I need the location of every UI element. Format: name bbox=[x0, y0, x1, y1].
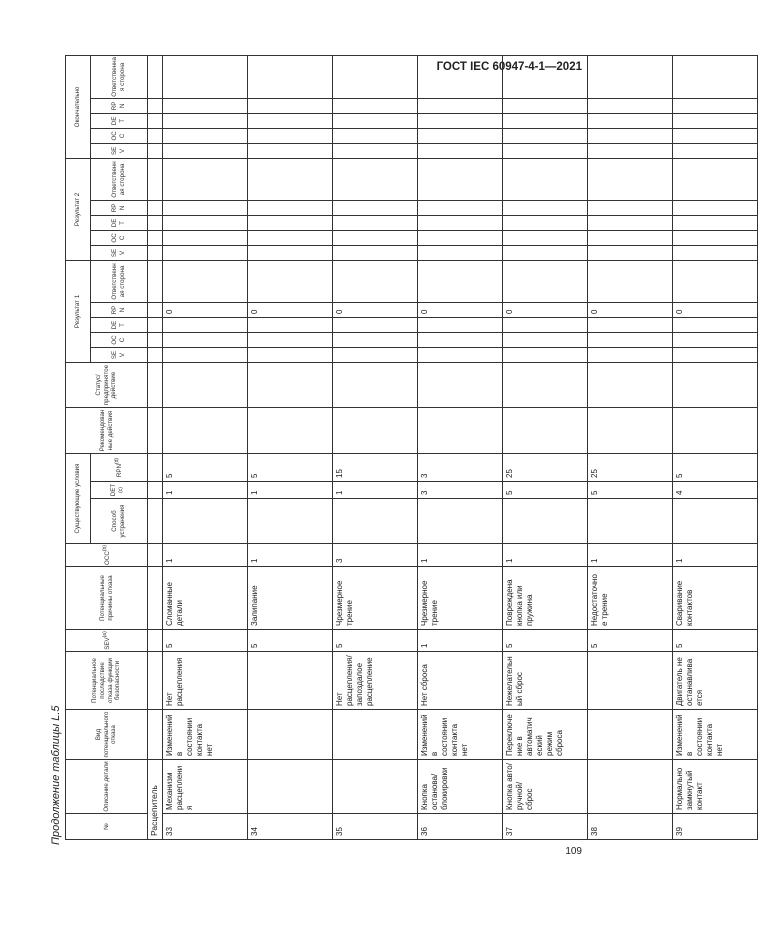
row-r1-det bbox=[673, 318, 758, 333]
row-occ: 3 bbox=[333, 544, 418, 567]
row-num: 33 bbox=[163, 814, 248, 840]
row-rpn: 5 bbox=[163, 454, 248, 482]
row-status bbox=[588, 363, 673, 408]
row-r1-sev bbox=[588, 348, 673, 363]
row-r1-responsible bbox=[673, 260, 758, 302]
row-num: 39 bbox=[673, 814, 758, 840]
header-r2-sev: SEV bbox=[91, 245, 148, 260]
row-desc: Кнопка авто/ручной/сброс bbox=[503, 760, 588, 814]
row-r1-sev bbox=[163, 348, 248, 363]
row-sev: 5 bbox=[163, 630, 248, 652]
row-desc bbox=[588, 760, 673, 814]
row-method bbox=[163, 499, 248, 544]
row-r1-responsible bbox=[503, 260, 588, 302]
header-r1-responsible: Ответственная сторона bbox=[91, 260, 148, 302]
row-sev: 5 bbox=[333, 630, 418, 652]
row-r1-rpn: 0 bbox=[418, 303, 503, 318]
row-occ: 1 bbox=[503, 544, 588, 567]
header-final-det: DET bbox=[91, 113, 148, 128]
row-rpn: 5 bbox=[673, 454, 758, 482]
row-rpn: 3 bbox=[418, 454, 503, 482]
row-desc bbox=[333, 760, 418, 814]
row-failure-mode bbox=[588, 710, 673, 760]
header-desc: Описание детали bbox=[66, 760, 148, 814]
rotated-table-wrapper bbox=[65, 55, 758, 840]
row-det: 3 bbox=[418, 482, 503, 499]
row-method bbox=[588, 499, 673, 544]
row-rpn: 5 bbox=[248, 454, 333, 482]
table-row bbox=[588, 55, 673, 839]
header-final: Окончательно bbox=[66, 55, 91, 158]
row-effect: Нет расцепления/запоздалое расцепление bbox=[333, 652, 418, 710]
row-occ: 1 bbox=[588, 544, 673, 567]
row-status bbox=[673, 363, 758, 408]
row-num: 35 bbox=[333, 814, 418, 840]
row-r1-occ bbox=[588, 333, 673, 348]
header-r2-responsible: Ответственная сторона bbox=[91, 158, 148, 200]
row-desc bbox=[248, 760, 333, 814]
header-r2-occ: OCC bbox=[91, 230, 148, 245]
header-final-sev: SEV bbox=[91, 143, 148, 158]
header-det: DET$^{(c)}$ bbox=[91, 482, 148, 499]
row-r1-sev bbox=[503, 348, 588, 363]
row-r1-sev bbox=[673, 348, 758, 363]
header-final-rpn: RPN bbox=[91, 98, 148, 113]
row-r1-responsible bbox=[163, 260, 248, 302]
header-r1-sev: SEV bbox=[91, 348, 148, 363]
row-method bbox=[418, 499, 503, 544]
row-rpn: 25 bbox=[503, 454, 588, 482]
header-r2-rpn: RPN bbox=[91, 200, 148, 215]
row-r1-responsible bbox=[333, 260, 418, 302]
row-r1-rpn: 0 bbox=[163, 303, 248, 318]
row-det: 1 bbox=[163, 482, 248, 499]
row-r1-occ bbox=[333, 333, 418, 348]
header-rpn: RPN$^{(d)}$ bbox=[91, 454, 148, 482]
header-effect: Потенциальное последствие отказа функции безопасности bbox=[66, 652, 148, 710]
row-status bbox=[333, 363, 418, 408]
row-num: 36 bbox=[418, 814, 503, 840]
row-r1-occ bbox=[503, 333, 588, 348]
header-cause: Потенциальные причины отказа bbox=[66, 567, 148, 630]
row-effect bbox=[588, 652, 673, 710]
row-num: 38 bbox=[588, 814, 673, 840]
header-occ: OCC$^{(b)}$ bbox=[66, 544, 148, 567]
header-sev: SEV$^{(a)}$ bbox=[66, 630, 148, 652]
table-row bbox=[418, 55, 503, 839]
row-failure-mode: Изменений в состоянии контакта нет bbox=[673, 710, 758, 760]
table-row bbox=[163, 55, 248, 839]
row-desc: Механизм расцепления bbox=[163, 760, 248, 814]
table-caption: Продолжение таблицы L.5 bbox=[50, 705, 62, 845]
row-det: 1 bbox=[333, 482, 418, 499]
row-r1-rpn: 0 bbox=[333, 303, 418, 318]
row-effect: Двигатель не останавливается bbox=[673, 652, 758, 710]
header-result1: Результат 1 bbox=[66, 260, 91, 362]
row-recommended bbox=[588, 408, 673, 454]
header-r1-occ: OCC bbox=[91, 333, 148, 348]
row-effect: Нет сброса bbox=[418, 652, 503, 710]
row-r1-sev bbox=[333, 348, 418, 363]
header-method: Способ устранения bbox=[91, 499, 148, 544]
row-cause: Повреждена кнопка или пружина bbox=[503, 567, 588, 630]
header-r1-rpn: RPN bbox=[91, 303, 148, 318]
header-num: № bbox=[66, 814, 148, 840]
section-row bbox=[148, 55, 163, 839]
row-num: 34 bbox=[248, 814, 333, 840]
header-failure-mode: Вид потенциального отказа bbox=[66, 710, 148, 760]
document-code: ГОСТ IEC 60947-4-1—2021 bbox=[436, 61, 582, 73]
row-det: 5 bbox=[588, 482, 673, 499]
row-method bbox=[673, 499, 758, 544]
row-failure-mode: Переключение в автоматический режим сброса bbox=[503, 710, 588, 760]
row-cause: Чрезмерное трение bbox=[418, 567, 503, 630]
row-status bbox=[418, 363, 503, 408]
row-sev: 5 bbox=[588, 630, 673, 652]
row-det: 4 bbox=[673, 482, 758, 499]
row-r1-sev bbox=[248, 348, 333, 363]
row-r1-det bbox=[418, 318, 503, 333]
row-recommended bbox=[163, 408, 248, 454]
row-effect bbox=[248, 652, 333, 710]
row-method bbox=[248, 499, 333, 544]
header-result2: Результат 2 bbox=[66, 158, 91, 260]
header-r2-det: DET bbox=[91, 215, 148, 230]
row-sev: 1 bbox=[418, 630, 503, 652]
header-status: Статус/предпринятое действие bbox=[66, 363, 148, 408]
row-desc: Нормально замкнутый контакт bbox=[673, 760, 758, 814]
row-r1-responsible bbox=[248, 260, 333, 302]
row-method bbox=[503, 499, 588, 544]
header-final-occ: OCC bbox=[91, 128, 148, 143]
header-existing-group: Существующие условия bbox=[66, 454, 91, 544]
row-recommended bbox=[418, 408, 503, 454]
row-status bbox=[163, 363, 248, 408]
section-label: Расцепитель bbox=[148, 760, 163, 840]
row-sev: 5 bbox=[248, 630, 333, 652]
row-cause: Чрезмерное трение bbox=[333, 567, 418, 630]
page-number: 109 bbox=[565, 846, 582, 857]
row-r1-det bbox=[248, 318, 333, 333]
table-row bbox=[673, 55, 758, 839]
row-rpn: 15 bbox=[333, 454, 418, 482]
row-sev: 5 bbox=[503, 630, 588, 652]
row-r1-det bbox=[588, 318, 673, 333]
row-recommended bbox=[673, 408, 758, 454]
row-failure-mode: Изменений в состоянии контакта нет bbox=[418, 710, 503, 760]
row-r1-rpn: 0 bbox=[503, 303, 588, 318]
row-status bbox=[248, 363, 333, 408]
row-cause: Недостаточное трение bbox=[588, 567, 673, 630]
row-r1-responsible bbox=[418, 260, 503, 302]
header-r1-det: DET bbox=[91, 318, 148, 333]
row-r1-det bbox=[163, 318, 248, 333]
row-effect: Нежелательный сброс bbox=[503, 652, 588, 710]
row-r1-occ bbox=[418, 333, 503, 348]
row-r1-sev bbox=[418, 348, 503, 363]
header-final-responsible: Ответственная сторона bbox=[91, 55, 148, 98]
row-r1-occ bbox=[673, 333, 758, 348]
row-occ: 1 bbox=[248, 544, 333, 567]
fmea-table bbox=[65, 55, 758, 840]
row-cause: Залипание bbox=[248, 567, 333, 630]
row-effect: Нет расцепления bbox=[163, 652, 248, 710]
row-failure-mode: Изменений в состоянии контакта нет bbox=[163, 710, 248, 760]
table-row bbox=[333, 55, 418, 839]
row-status bbox=[503, 363, 588, 408]
row-r1-rpn: 0 bbox=[248, 303, 333, 318]
row-recommended bbox=[248, 408, 333, 454]
row-occ: 1 bbox=[418, 544, 503, 567]
row-desc: Кнопка останова/блокировки bbox=[418, 760, 503, 814]
row-r1-det bbox=[333, 318, 418, 333]
row-num: 37 bbox=[503, 814, 588, 840]
row-cause: Сваривание контактов bbox=[673, 567, 758, 630]
row-det: 1 bbox=[248, 482, 333, 499]
row-occ: 1 bbox=[163, 544, 248, 567]
row-r1-det bbox=[503, 318, 588, 333]
row-r1-rpn: 0 bbox=[673, 303, 758, 318]
row-r1-occ bbox=[163, 333, 248, 348]
row-method bbox=[333, 499, 418, 544]
row-r1-occ bbox=[248, 333, 333, 348]
row-recommended bbox=[333, 408, 418, 454]
row-cause: Сломанные детали bbox=[163, 567, 248, 630]
row-rpn: 25 bbox=[588, 454, 673, 482]
row-sev: 5 bbox=[673, 630, 758, 652]
row-det: 5 bbox=[503, 482, 588, 499]
header-recommended: Рекомендованные действия bbox=[66, 408, 148, 454]
row-failure-mode bbox=[333, 710, 418, 760]
row-recommended bbox=[503, 408, 588, 454]
row-r1-rpn: 0 bbox=[588, 303, 673, 318]
row-r1-responsible bbox=[588, 260, 673, 302]
row-occ: 1 bbox=[673, 544, 758, 567]
table-row bbox=[503, 55, 588, 839]
row-failure-mode bbox=[248, 710, 333, 760]
table-row bbox=[248, 55, 333, 839]
